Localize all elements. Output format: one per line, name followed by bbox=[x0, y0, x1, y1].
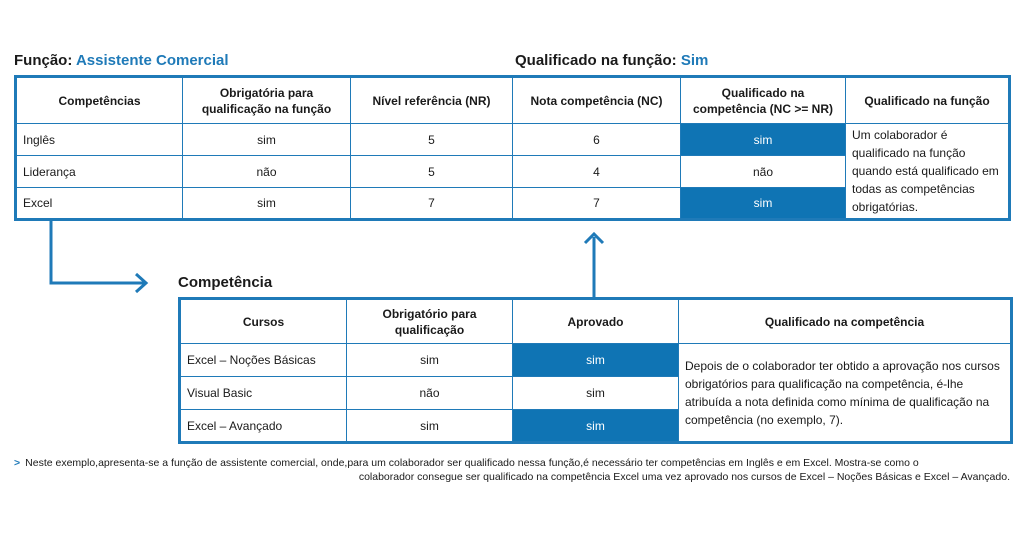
header-qualificado-na-competencia: Qualificado na competência bbox=[679, 299, 1012, 344]
header-cursos: Cursos bbox=[180, 299, 347, 344]
cell-nr: 5 bbox=[351, 124, 513, 156]
footnote bbox=[14, 456, 1010, 484]
cell-obrigatoria: não bbox=[183, 156, 351, 188]
function-note: Um colaborador é qualificado na função quando está qualificado em todas as competências obrigatórias. bbox=[846, 124, 1010, 220]
header-nr: Nível referência (NR) bbox=[351, 77, 513, 124]
cell-obrigatorio: sim bbox=[347, 410, 513, 443]
function-label: Função: bbox=[14, 52, 73, 69]
cell-aprovado: sim bbox=[513, 377, 679, 410]
cell-nc: 7 bbox=[513, 188, 681, 220]
cell-nc: 6 bbox=[513, 124, 681, 156]
cell-obrigatoria: sim bbox=[183, 124, 351, 156]
header-obrigatorio: Obrigatório para qualificação bbox=[347, 299, 513, 344]
qualified-value: Sim bbox=[680, 52, 709, 69]
footnote-line-1: Neste exemplo,apresenta-se a função de assistente comercial, onde,para um colaborador ser qualificado nessa função,é necessário ter competências em Inglês e em Excel. Mostra-se como o bbox=[25, 457, 919, 469]
cell-obrigatorio: não bbox=[347, 377, 513, 410]
cell-competencia: Excel bbox=[16, 188, 183, 220]
cell-nc: 4 bbox=[513, 156, 681, 188]
cell-obrigatorio: sim bbox=[347, 344, 513, 377]
cell-curso: Excel – Avançado bbox=[180, 410, 347, 443]
cell-qualificado: sim bbox=[681, 188, 846, 220]
cell-qualificado: não bbox=[681, 156, 846, 188]
header-qualificado-competencia: Qualificado na competência (NC >= NR) bbox=[681, 77, 846, 124]
cell-aprovado: sim bbox=[513, 410, 679, 443]
header-qualificado-funcao: Qualificado na função bbox=[846, 77, 1010, 124]
arrow-to-competence bbox=[51, 221, 144, 283]
cell-obrigatoria: sim bbox=[183, 188, 351, 220]
competence-title: Competência bbox=[178, 274, 273, 291]
competence-courses-table bbox=[178, 297, 1013, 444]
cell-curso: Excel – Noções Básicas bbox=[180, 344, 347, 377]
cell-competencia: Inglês bbox=[16, 124, 183, 156]
cell-nr: 7 bbox=[351, 188, 513, 220]
competence-note: Depois de o colaborador ter obtido a aprovação nos cursos obrigatórios para qualificação na competência, é-lhe atribuída a nota definida como mínima de qualificação na competência (no exemplo, 7). bbox=[679, 344, 1012, 443]
header-obrigatoria: Obrigatória para qualificação na função bbox=[183, 77, 351, 124]
cell-nr: 5 bbox=[351, 156, 513, 188]
cell-competencia: Liderança bbox=[16, 156, 183, 188]
table-header-row bbox=[180, 299, 1012, 344]
cell-qualificado: sim bbox=[681, 124, 846, 156]
function-value: Assistente Comercial bbox=[75, 52, 229, 69]
cell-curso: Visual Basic bbox=[180, 377, 347, 410]
footnote-marker: > bbox=[14, 457, 21, 469]
header-nc: Nota competência (NC) bbox=[513, 77, 681, 124]
footnote-line-2: colaborador consegue ser qualificado na competência Excel uma vez aprovado nos cursos de Excel – Noções Básicas e Excel – Avançado. bbox=[358, 471, 1010, 483]
header-aprovado: Aprovado bbox=[513, 299, 679, 344]
header-competencias: Competências bbox=[16, 77, 183, 124]
table-row bbox=[180, 344, 1012, 377]
qualified-label: Qualificado na função: bbox=[515, 52, 677, 69]
cell-aprovado: sim bbox=[513, 344, 679, 377]
